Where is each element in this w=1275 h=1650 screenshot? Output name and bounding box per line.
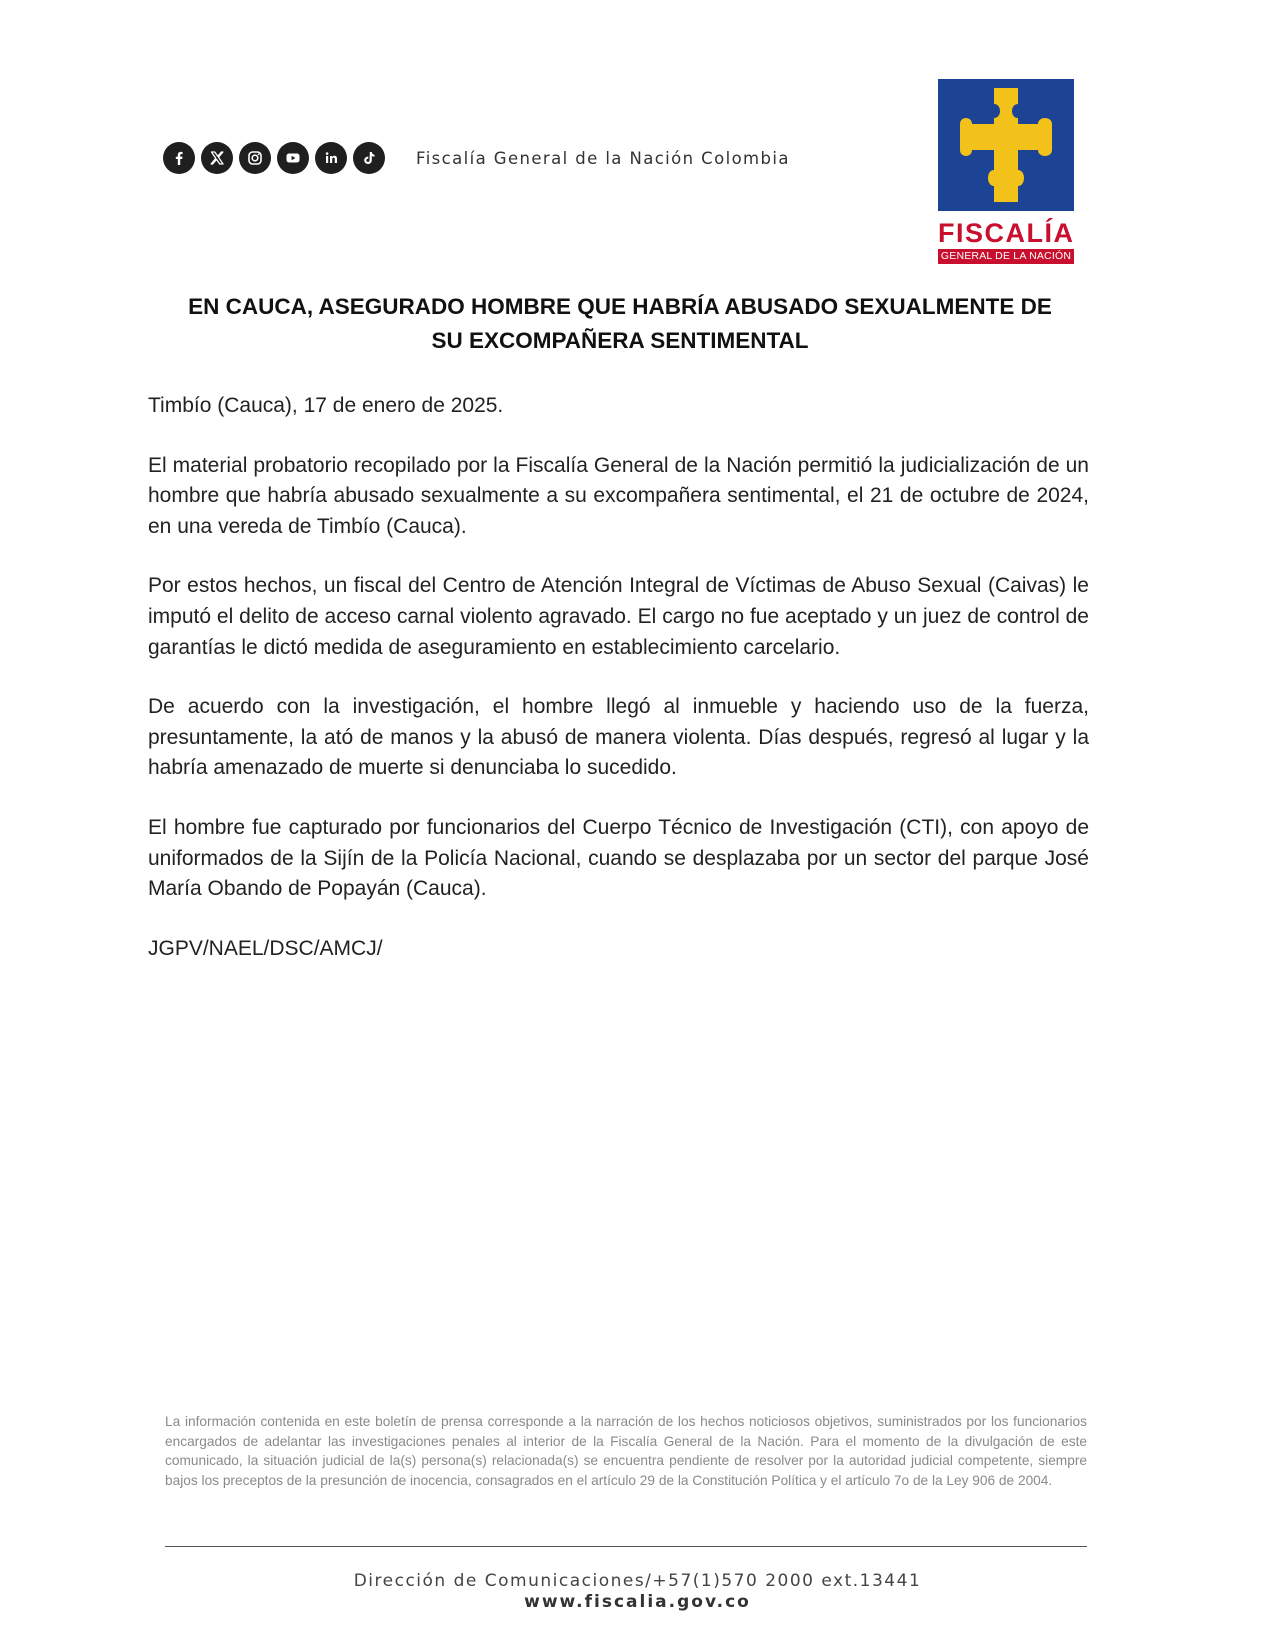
logo-wordmark: FISCALÍA	[938, 218, 1075, 248]
header-social-bar	[163, 141, 790, 175]
logo-subtitle: GENERAL DE LA NACIÓN	[938, 249, 1074, 264]
legal-disclaimer: La información contenida en este boletín de prensa corresponde a la narración de los hechos noticiosos objetivos, suministrados por los funcionarios encargados de adelantar las investigaciones penales al interior de la Fiscalía General de la Nación. Para el momento de la divulgación de este comunicado, la situación judicial de la(s) persona(s) relacionada(s) se encuentra pendiente de resolver por la autoridad judicial competente, siempre bajos los preceptos de la presunción de inocencia, consagrados en el artículo 29 de la Constitución Política y el artículo 7o de la Ley 906 de 2004.	[165, 1414, 1087, 1488]
tiktok-icon[interactable]	[353, 142, 385, 174]
fiscalia-logo	[938, 79, 1074, 269]
press-release-title	[148, 290, 1092, 358]
title-line-2: SU EXCOMPAÑERA SENTIMENTAL	[431, 328, 809, 353]
title-line-1: EN CAUCA, ASEGURADO HOMBRE QUE HABRÍA ABUSADO SEXUALMENTE DE	[188, 294, 1052, 319]
footer-divider	[165, 1546, 1087, 1547]
press-release-body	[148, 391, 1089, 993]
youtube-icon[interactable]	[277, 142, 309, 174]
puzzle-logo-icon	[938, 79, 1074, 211]
linkedin-icon[interactable]	[315, 142, 347, 174]
dateline: Timbío (Cauca), 17 de enero de 2025.	[148, 394, 504, 417]
footer-contact: Dirección de Comunicaciones/+57(1)570 2000 ext.13441	[353, 1571, 922, 1591]
paragraph-4: El hombre fue capturado por funcionarios del Cuerpo Técnico de Investigación (CTI), con apoyo de uniformados de la Sijín de la Policía Nacional, cuando se desplazaba por un sector del parque José María Obando de Popayán (Cauca).	[148, 815, 1089, 901]
paragraph-3: De acuerdo con la investigación, el hombre llegó al inmueble y haciendo uso de la fuerza, presuntamente, la ató de manos y la abusó de manera violenta. Días después, regresó al lugar y la habría amenazado de muerte si denunciaba lo sucedido.	[148, 695, 1089, 780]
author-initials: JGPV/NAEL/DSC/AMCJ/	[148, 936, 383, 960]
x-icon[interactable]	[201, 142, 233, 174]
footer-website-link[interactable]: www.fiscalia.gov.co	[524, 1592, 751, 1612]
paragraph-2: Por estos hechos, un fiscal del Centro de Atención Integral de Víctimas de Abuso Sexual (Caivas) le imputó el delito de acceso carnal violento agravado. El cargo no fue aceptado y un juez de control de garantías le dictó medida de aseguramiento en establecimiento carcelario.	[148, 574, 1089, 659]
instagram-icon[interactable]	[239, 142, 271, 174]
paragraph-1: El material probatorio recopilado por la Fiscalía General de la Nación permitió la judicialización de un hombre que habría abusado sexualmente a su excompañera sentimental, el 21 de octubre de 2024, en una vereda de Timbío (Cauca).	[148, 453, 1089, 538]
organization-name: Fiscalía General de la Nación Colombia	[416, 148, 790, 168]
facebook-icon[interactable]	[163, 142, 195, 174]
